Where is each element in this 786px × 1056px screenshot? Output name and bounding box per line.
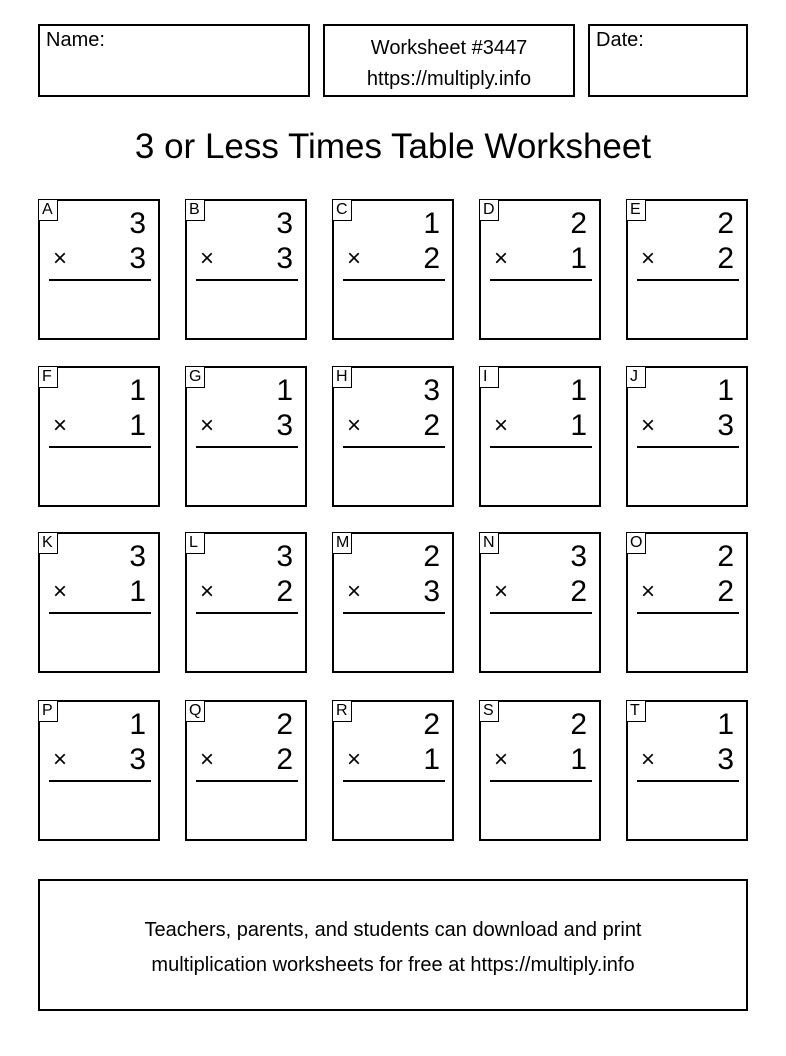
worksheet-info-box <box>323 24 575 97</box>
multiplier: 3 <box>129 743 146 776</box>
problem-letter: N <box>479 532 499 554</box>
multiplicand: 2 <box>570 207 587 240</box>
problem-letter: M <box>332 532 352 554</box>
worksheet-id: Worksheet #3447 <box>370 37 528 59</box>
problem-card <box>332 700 454 841</box>
multiplier: 1 <box>129 575 146 608</box>
footer-line-2: multiplication worksheets for free at https://multiply.info <box>151 954 635 976</box>
worksheet-title: 3 or Less Times Table Worksheet <box>134 127 652 166</box>
multiplier: 2 <box>423 242 440 275</box>
answer-line <box>343 780 445 782</box>
multiplier: 3 <box>276 242 293 275</box>
multiplicand: 1 <box>129 374 146 407</box>
multiplier: 1 <box>423 743 440 776</box>
date-field-box <box>588 24 748 97</box>
problem-letter: G <box>185 366 205 388</box>
multiplier: 3 <box>423 575 440 608</box>
problem-card <box>38 532 160 673</box>
answer-line <box>49 446 151 448</box>
multiplier: 3 <box>717 743 734 776</box>
times-icon: × <box>53 746 68 773</box>
times-icon: × <box>641 245 656 272</box>
answer-line <box>637 612 739 614</box>
problem-letter: O <box>626 532 646 554</box>
multiplier: 3 <box>717 409 734 442</box>
multiplicand: 1 <box>423 207 440 240</box>
multiplicand: 2 <box>717 207 734 240</box>
answer-line <box>343 612 445 614</box>
multiplicand: 3 <box>129 207 146 240</box>
multiplicand: 3 <box>570 540 587 573</box>
answer-line <box>343 279 445 281</box>
multiplier: 1 <box>570 242 587 275</box>
answer-line <box>490 612 592 614</box>
times-icon: × <box>494 578 509 605</box>
date-label: Date: <box>596 29 644 51</box>
times-icon: × <box>200 578 215 605</box>
problem-letter: L <box>185 532 205 554</box>
times-icon: × <box>641 412 656 439</box>
times-icon: × <box>53 412 68 439</box>
times-icon: × <box>53 578 68 605</box>
problem-letter: A <box>38 199 58 221</box>
problem-letter: H <box>332 366 352 388</box>
problem-card <box>185 532 307 673</box>
times-icon: × <box>494 245 509 272</box>
multiplier: 2 <box>423 409 440 442</box>
problem-letter: S <box>479 700 499 722</box>
answer-line <box>196 446 298 448</box>
problem-card <box>38 700 160 841</box>
problem-card <box>38 366 160 507</box>
problem-letter: D <box>479 199 499 221</box>
answer-line <box>196 612 298 614</box>
multiplier: 2 <box>276 575 293 608</box>
multiplier: 3 <box>276 409 293 442</box>
multiplicand: 1 <box>717 708 734 741</box>
multiplicand: 1 <box>276 374 293 407</box>
problem-card <box>332 199 454 340</box>
times-icon: × <box>494 412 509 439</box>
problem-letter: Q <box>185 700 205 722</box>
times-icon: × <box>347 746 362 773</box>
problem-card <box>626 700 748 841</box>
multiplier: 2 <box>276 743 293 776</box>
problem-letter: T <box>626 700 646 722</box>
problem-letter: B <box>185 199 205 221</box>
multiplicand: 2 <box>423 540 440 573</box>
footer-note <box>38 879 748 1011</box>
multiplier: 1 <box>570 743 587 776</box>
multiplicand: 1 <box>129 708 146 741</box>
times-icon: × <box>347 412 362 439</box>
times-icon: × <box>347 245 362 272</box>
times-icon: × <box>200 746 215 773</box>
multiplicand: 3 <box>276 540 293 573</box>
times-icon: × <box>53 245 68 272</box>
problem-card <box>626 532 748 673</box>
multiplicand: 2 <box>717 540 734 573</box>
problem-letter: I <box>479 366 499 388</box>
multiplicand: 3 <box>276 207 293 240</box>
multiplier: 2 <box>717 242 734 275</box>
answer-line <box>490 780 592 782</box>
name-label: Name: <box>46 29 105 51</box>
problem-letter: E <box>626 199 646 221</box>
problem-card <box>626 366 748 507</box>
times-icon: × <box>641 746 656 773</box>
times-icon: × <box>641 578 656 605</box>
multiplier: 2 <box>717 575 734 608</box>
answer-line <box>490 446 592 448</box>
multiplicand: 1 <box>717 374 734 407</box>
multiplicand: 3 <box>129 540 146 573</box>
times-icon: × <box>347 578 362 605</box>
multiplier: 2 <box>570 575 587 608</box>
answer-line <box>49 780 151 782</box>
problem-letter: C <box>332 199 352 221</box>
problem-card <box>185 366 307 507</box>
multiplicand: 3 <box>423 374 440 407</box>
footer-line-1: Teachers, parents, and students can download and print <box>144 919 642 941</box>
problem-card <box>479 366 601 507</box>
problem-card <box>479 532 601 673</box>
answer-line <box>490 279 592 281</box>
answer-line <box>637 279 739 281</box>
answer-line <box>196 780 298 782</box>
problem-letter: J <box>626 366 646 388</box>
answer-line <box>637 446 739 448</box>
answer-line <box>49 612 151 614</box>
problem-letter: P <box>38 700 58 722</box>
problem-card <box>479 199 601 340</box>
problem-card <box>332 532 454 673</box>
worksheet-url: https://multiply.info <box>366 68 532 90</box>
times-icon: × <box>494 746 509 773</box>
problem-card <box>479 700 601 841</box>
problem-card <box>185 700 307 841</box>
problem-letter: F <box>38 366 58 388</box>
problem-card <box>626 199 748 340</box>
multiplier: 1 <box>570 409 587 442</box>
problem-letter: R <box>332 700 352 722</box>
problem-card <box>332 366 454 507</box>
multiplicand: 2 <box>570 708 587 741</box>
problem-letter: K <box>38 532 58 554</box>
problem-card <box>38 199 160 340</box>
multiplicand: 1 <box>570 374 587 407</box>
times-icon: × <box>200 412 215 439</box>
name-field-box <box>38 24 310 97</box>
multiplier: 3 <box>129 242 146 275</box>
answer-line <box>49 279 151 281</box>
answer-line <box>196 279 298 281</box>
times-icon: × <box>200 245 215 272</box>
multiplicand: 2 <box>423 708 440 741</box>
multiplier: 1 <box>129 409 146 442</box>
answer-line <box>637 780 739 782</box>
multiplicand: 2 <box>276 708 293 741</box>
answer-line <box>343 446 445 448</box>
problem-card <box>185 199 307 340</box>
